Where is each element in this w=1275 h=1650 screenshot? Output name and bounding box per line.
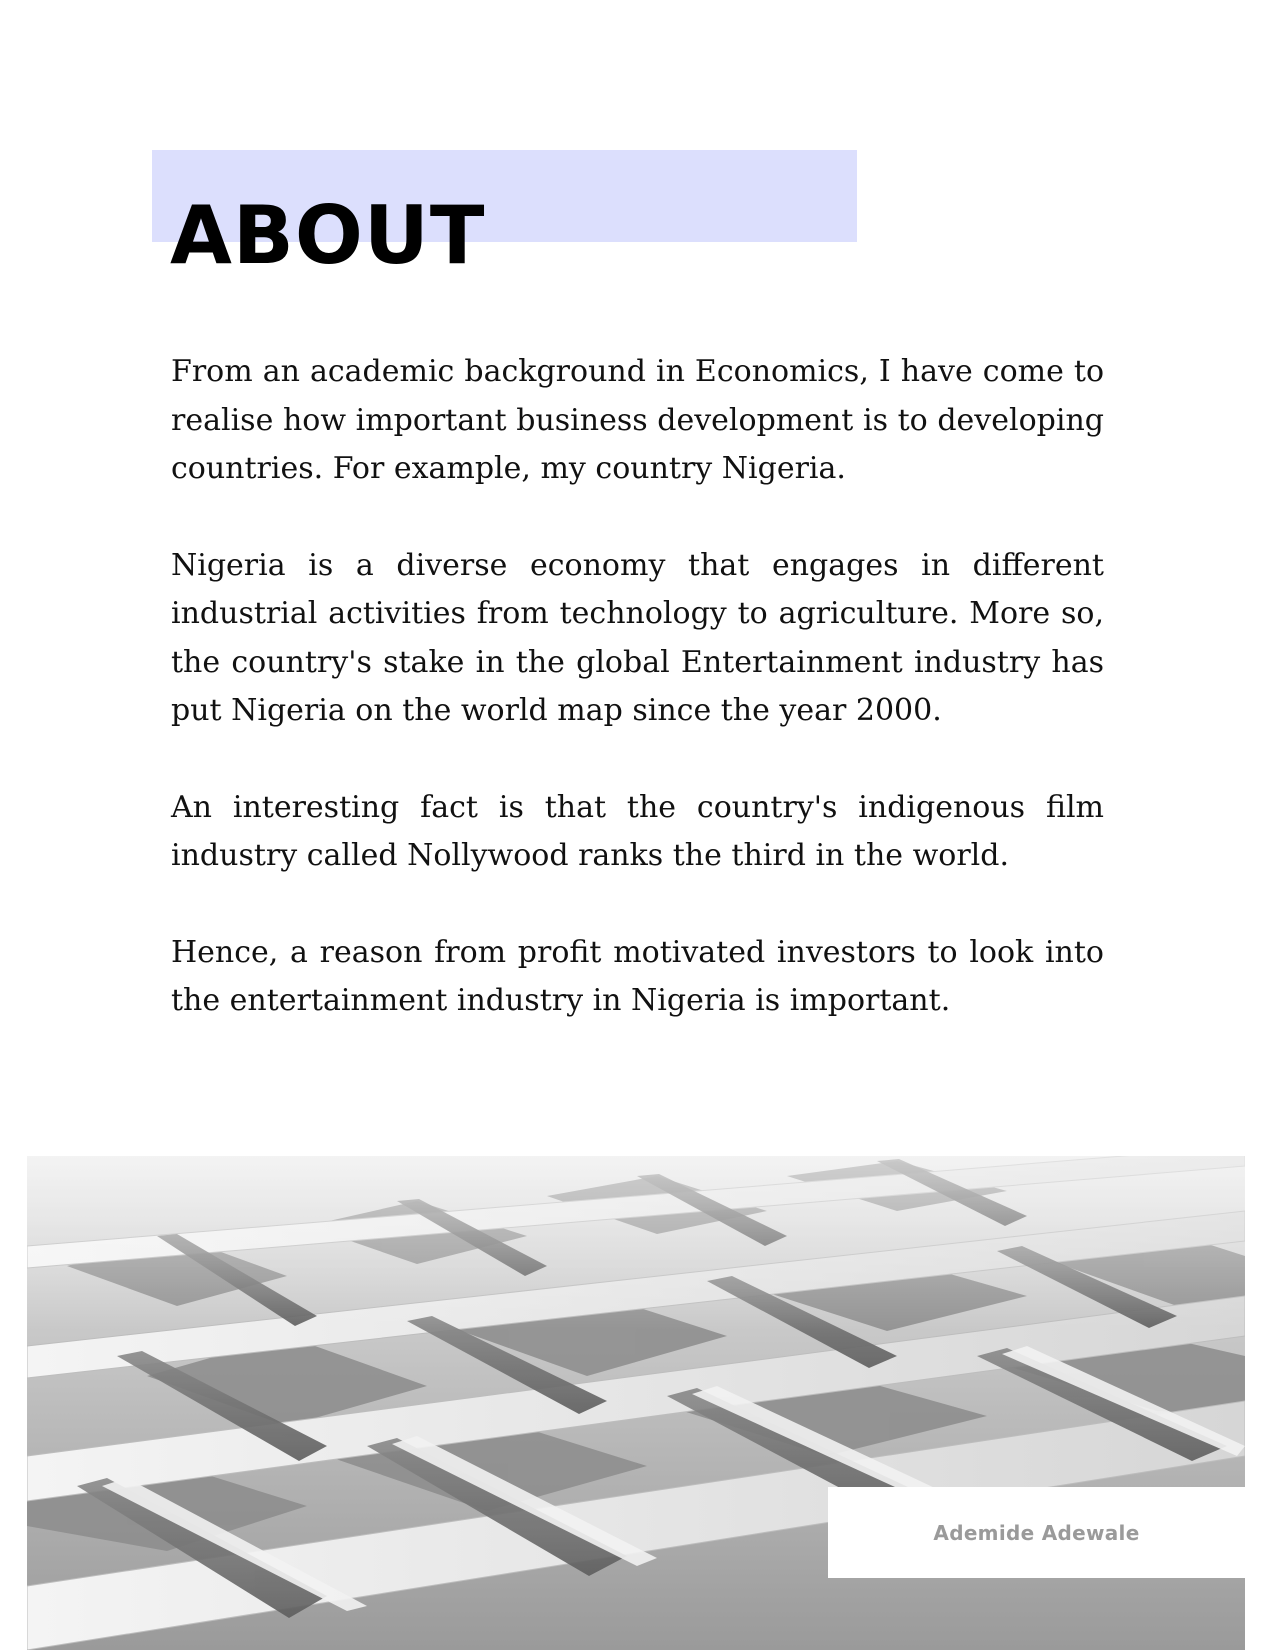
page-title: ABOUT bbox=[170, 189, 486, 282]
about-body bbox=[171, 348, 1104, 1026]
paragraph-nollywood-fact: An interesting fact is that the country's indigenous film industry called Nollywood ranks the third in the world. bbox=[171, 789, 1104, 873]
paragraph-diverse-economy: Nigeria is a diverse economy that engages in different industrial activities from technology to agriculture. More so, the country's stake in the global Entertainment industry has put Nigeria on the world map since the year 2000. bbox=[171, 547, 1104, 728]
author-name-box bbox=[828, 1487, 1245, 1578]
paragraph-economics-background: From an academic background in Economics, I have come to realise how important business development is to developing countries. For example, my country Nigeria. bbox=[171, 354, 1104, 486]
paragraph-investor-conclusion: Hence, a reason from profit motivated investors to look into the entertainment industry in Nigeria is important. bbox=[171, 934, 1104, 1018]
author-name: Ademide Adewale bbox=[933, 1520, 1140, 1545]
